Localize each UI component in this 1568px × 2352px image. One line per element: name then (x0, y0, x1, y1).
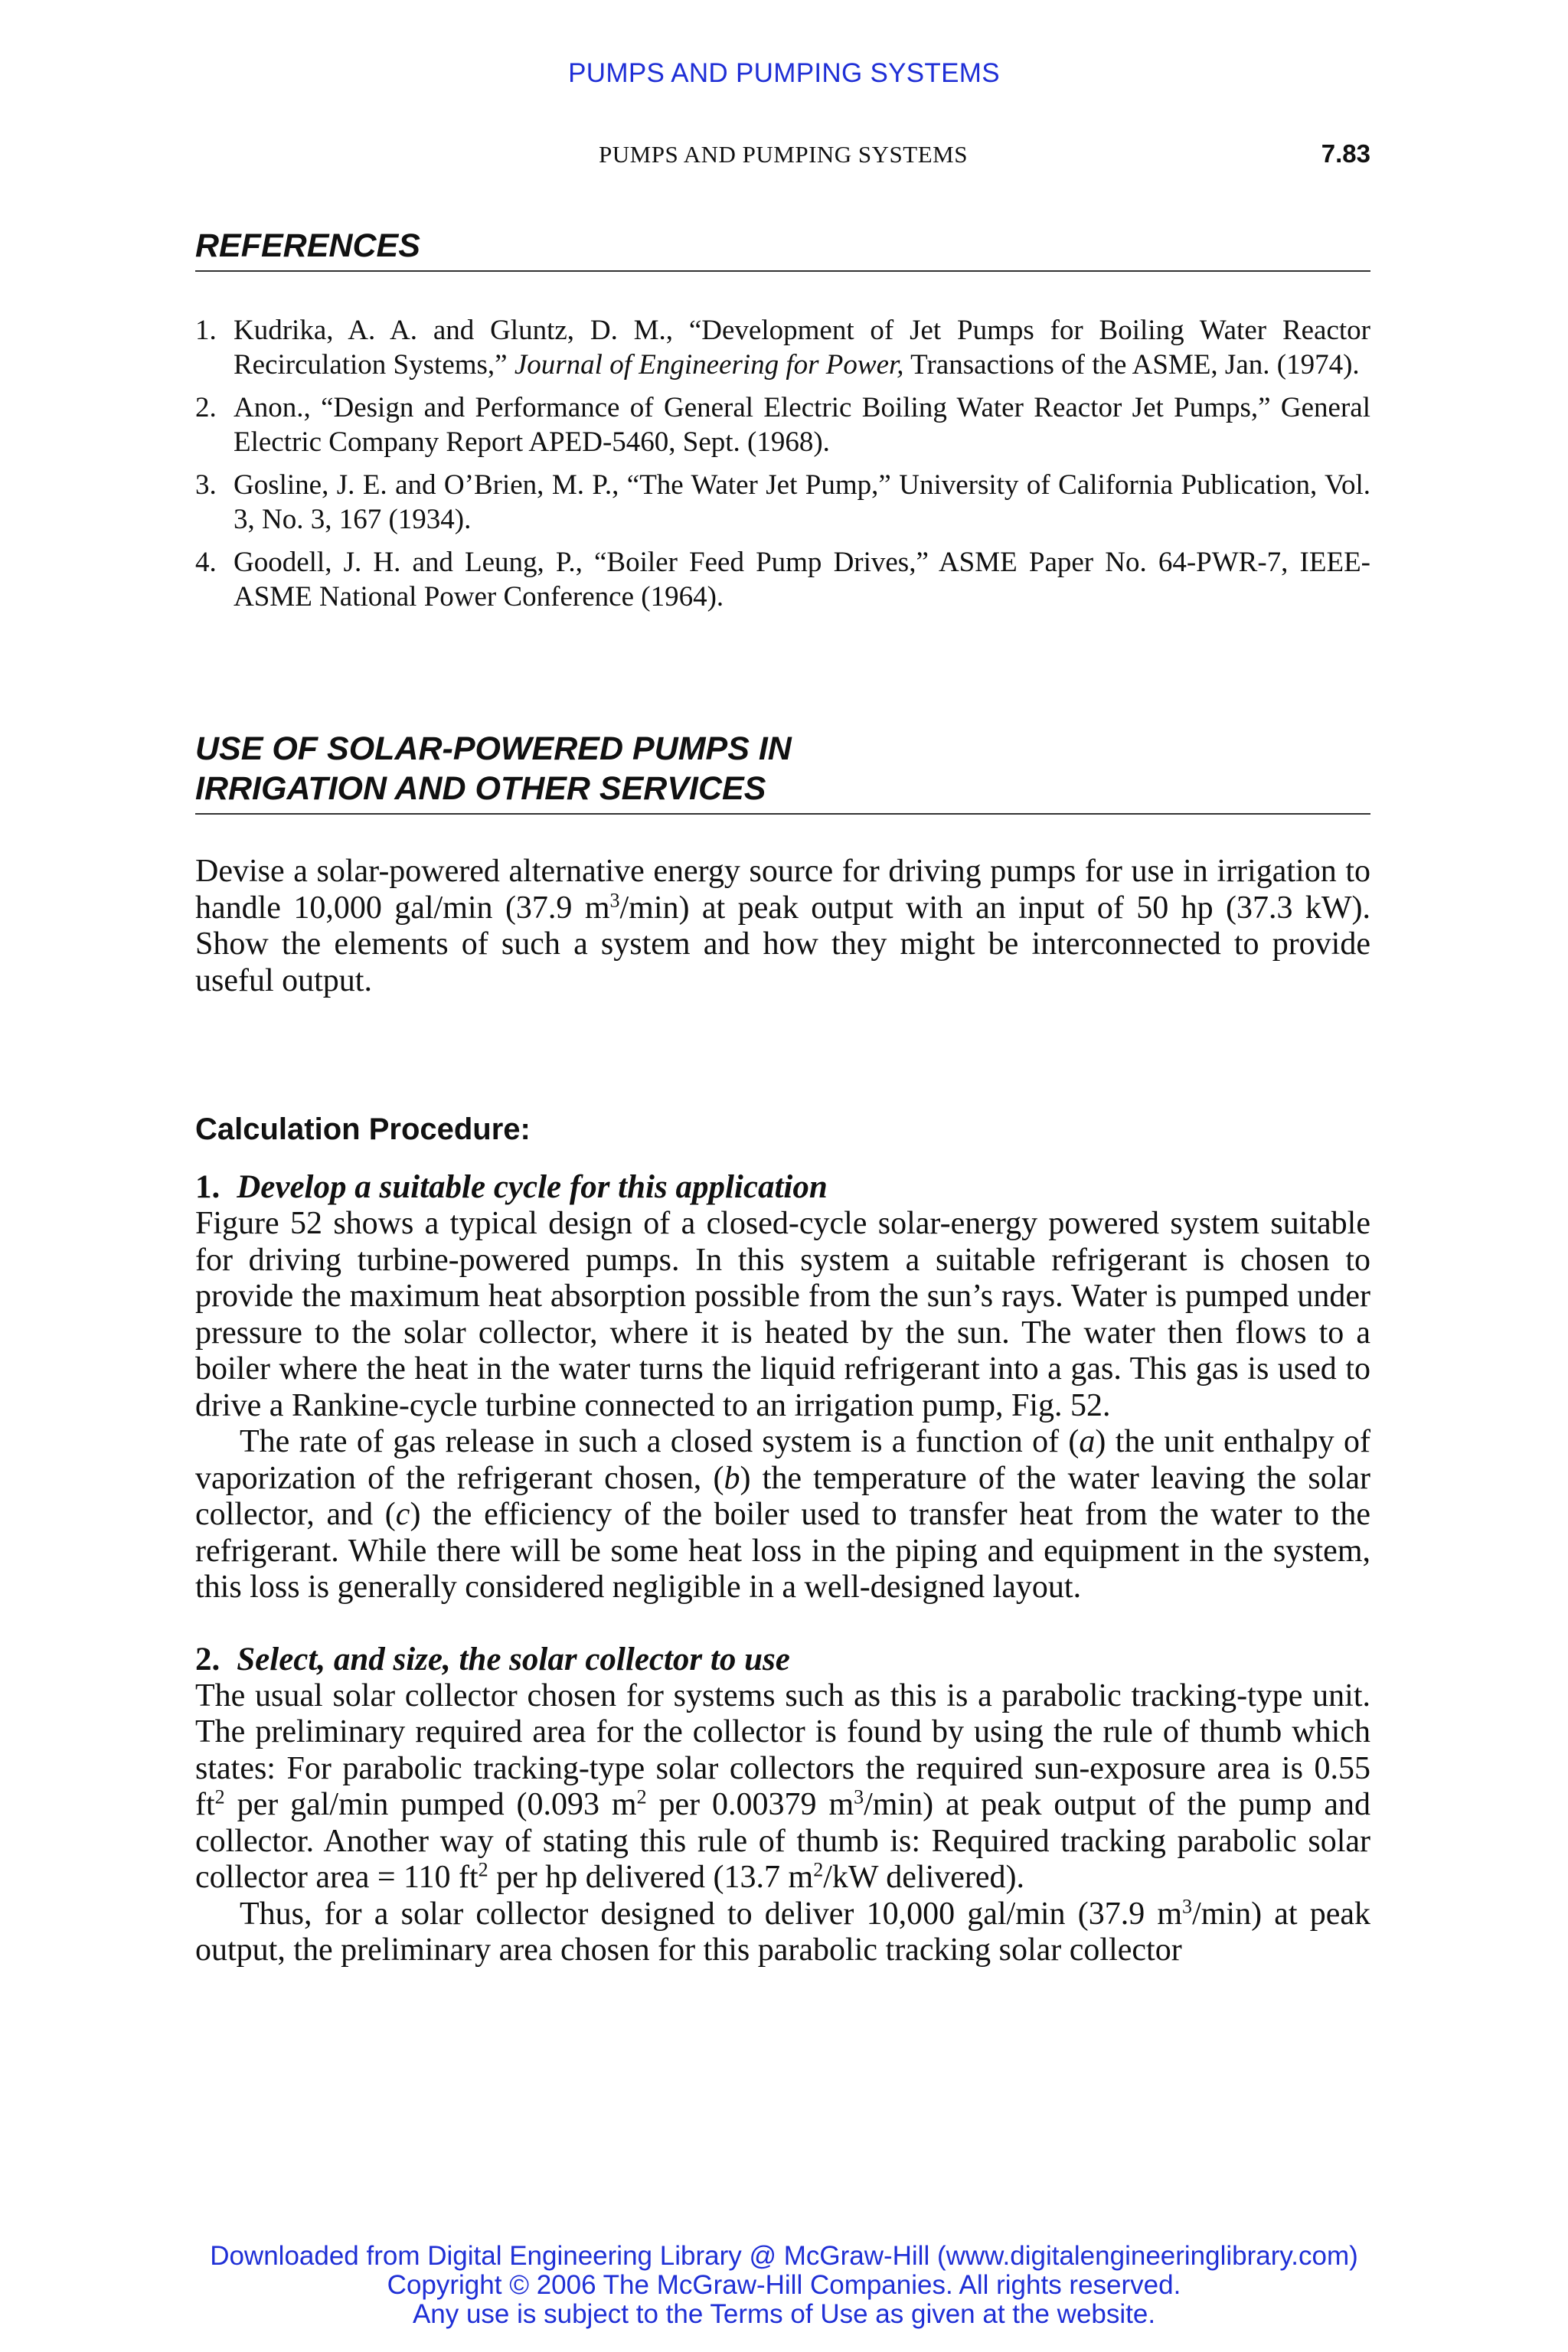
problem-statement: Devise a solar-powered alternative energy source for driving pumps for use in irrigation to handle 10,000 gal/min (37.9 $m^3/\min$) at peak output with an input of 50 hp (37.3 kW). Show the elements of such a system and how they might be interconnected to provide useful output. (195, 854, 1370, 998)
reference-item (195, 468, 1370, 537)
reference-item (195, 545, 1370, 614)
download-footer[interactable] (0, 2242, 1568, 2329)
reference-list (195, 313, 1370, 614)
footer-download-line[interactable]: Downloaded from Digital Engineering Library @ McGraw-Hill (www.digitalengineeringlibrary.com) (210, 2241, 1358, 2271)
reference-number: 4. (195, 547, 217, 578)
top-book-link[interactable]: PUMPS AND PUMPING SYSTEMS (568, 58, 1000, 88)
references-heading: REFERENCES (195, 226, 1370, 272)
step-1-title: Develop a suitable cycle for this application (237, 1169, 828, 1205)
reference-text-end: Transactions of the ASME, Jan. (1974). (903, 349, 1360, 381)
step-2-number: 2. (195, 1641, 220, 1677)
reference-item (195, 313, 1370, 382)
reference-item (195, 390, 1370, 459)
solar-heading-line-1: USE OF SOLAR-POWERED PUMPS IN (195, 730, 792, 767)
reference-text: Anon., “Design and Performance of General Electric Boiling Water Reactor Jet Pumps,” General Electric Company Report APED-5460, Sept. (1968). (234, 392, 1370, 458)
calculation-procedure-label: Calculation Procedure: (195, 1112, 531, 1146)
page-content (195, 226, 1370, 1969)
step-2-title: Select, and size, the solar collector to use (237, 1641, 790, 1677)
footer-copyright-line: Copyright © 2006 The McGraw-Hill Companies. All rights reserved. (387, 2270, 1181, 2300)
step-1-heading (195, 1169, 1370, 1206)
step-2-heading (195, 1642, 1370, 1678)
solar-heading-line-2: IRRIGATION AND OTHER SERVICES (195, 770, 766, 807)
step-2-paragraph-1: The usual solar collector chosen for systems such as this is a parabolic tracking-type unit. The preliminary required area for the collector is found by using the rule of thumb which states: For parabolic tracking-type solar collectors the required sun-exposure area is 0.55 $ft^2$ per gal/min pumped (0.093 $m^2$ per 0.00379 $m^3/\min$) at peak output of the pump and collector. Another way of stating this rule of thumb is: Required tracking parabolic solar collector area = 110 $ft^2$ per hp delivered (13.7 $m^2/kW$ delivered). (195, 1677, 1370, 1895)
step-1-paragraph-2: The rate of gas release in such a closed system is a function of (a) the unit enthalpy of vaporization of the refrigerant chosen, (b) the temperature of the water leaving the solar collector, and (c) the efficiency of the boiler used to transfer heat from the water to the refrigerant. While there will be some heat loss in the piping and equipment in the system, this loss is generally considered negligible in a well-designed layout. (195, 1424, 1371, 1605)
step-1-number: 1. (195, 1169, 220, 1205)
reference-text: Kudrika, A. A. and Gluntz, D. M., “Development of Jet Pumps for Boiling Water Reactor Recirculation Systems,” (234, 315, 1370, 381)
reference-text: Gosline, J. E. and O’Brien, M. P., “The Water Jet Pump,” University of California Publication, Vol. 3, No. 3, 167 (1934). (234, 469, 1370, 535)
reference-number: 1. (195, 315, 217, 346)
solar-section-heading (195, 729, 1370, 815)
page-number: 7.83 (1321, 139, 1370, 168)
reference-journal: Journal of Engineering for Power, (514, 349, 904, 381)
step-1-paragraph-1: Figure 52 shows a typical design of a closed-cycle solar-energy powered system suitable for driving turbine-powered pumps. In this system a suitable refrigerant is chosen to provide the maximum heat absorption possible from the sun’s rays. Water is pumped under pressure to the solar collector, where it is heated by the sun. The water then flows to a boiler where the heat in the water turns the liquid refrigerant into a gas. This gas is used to drive a Rankine-cycle turbine connected to an irrigation pump, Fig. 52. (195, 1206, 1370, 1423)
reference-text: Goodell, J. H. and Leung, P., “Boiler Feed Pump Drives,” ASME Paper No. 64-PWR-7, IEEE-ASME National Power Conference (1964). (234, 547, 1370, 612)
step-2-paragraph-2: Thus, for a solar collector designed to deliver 10,000 gal/min (37.9 $m^3/\min$) at peak output, the preliminary area chosen for this parabolic tracking solar collector (195, 1895, 1370, 1968)
reference-number: 3. (195, 469, 217, 501)
running-head: PUMPS AND PUMPING SYSTEMS (599, 141, 968, 168)
footer-terms-line[interactable]: Any use is subject to the Terms of Use as given at the website. (412, 2299, 1156, 2329)
reference-number: 2. (195, 392, 217, 423)
